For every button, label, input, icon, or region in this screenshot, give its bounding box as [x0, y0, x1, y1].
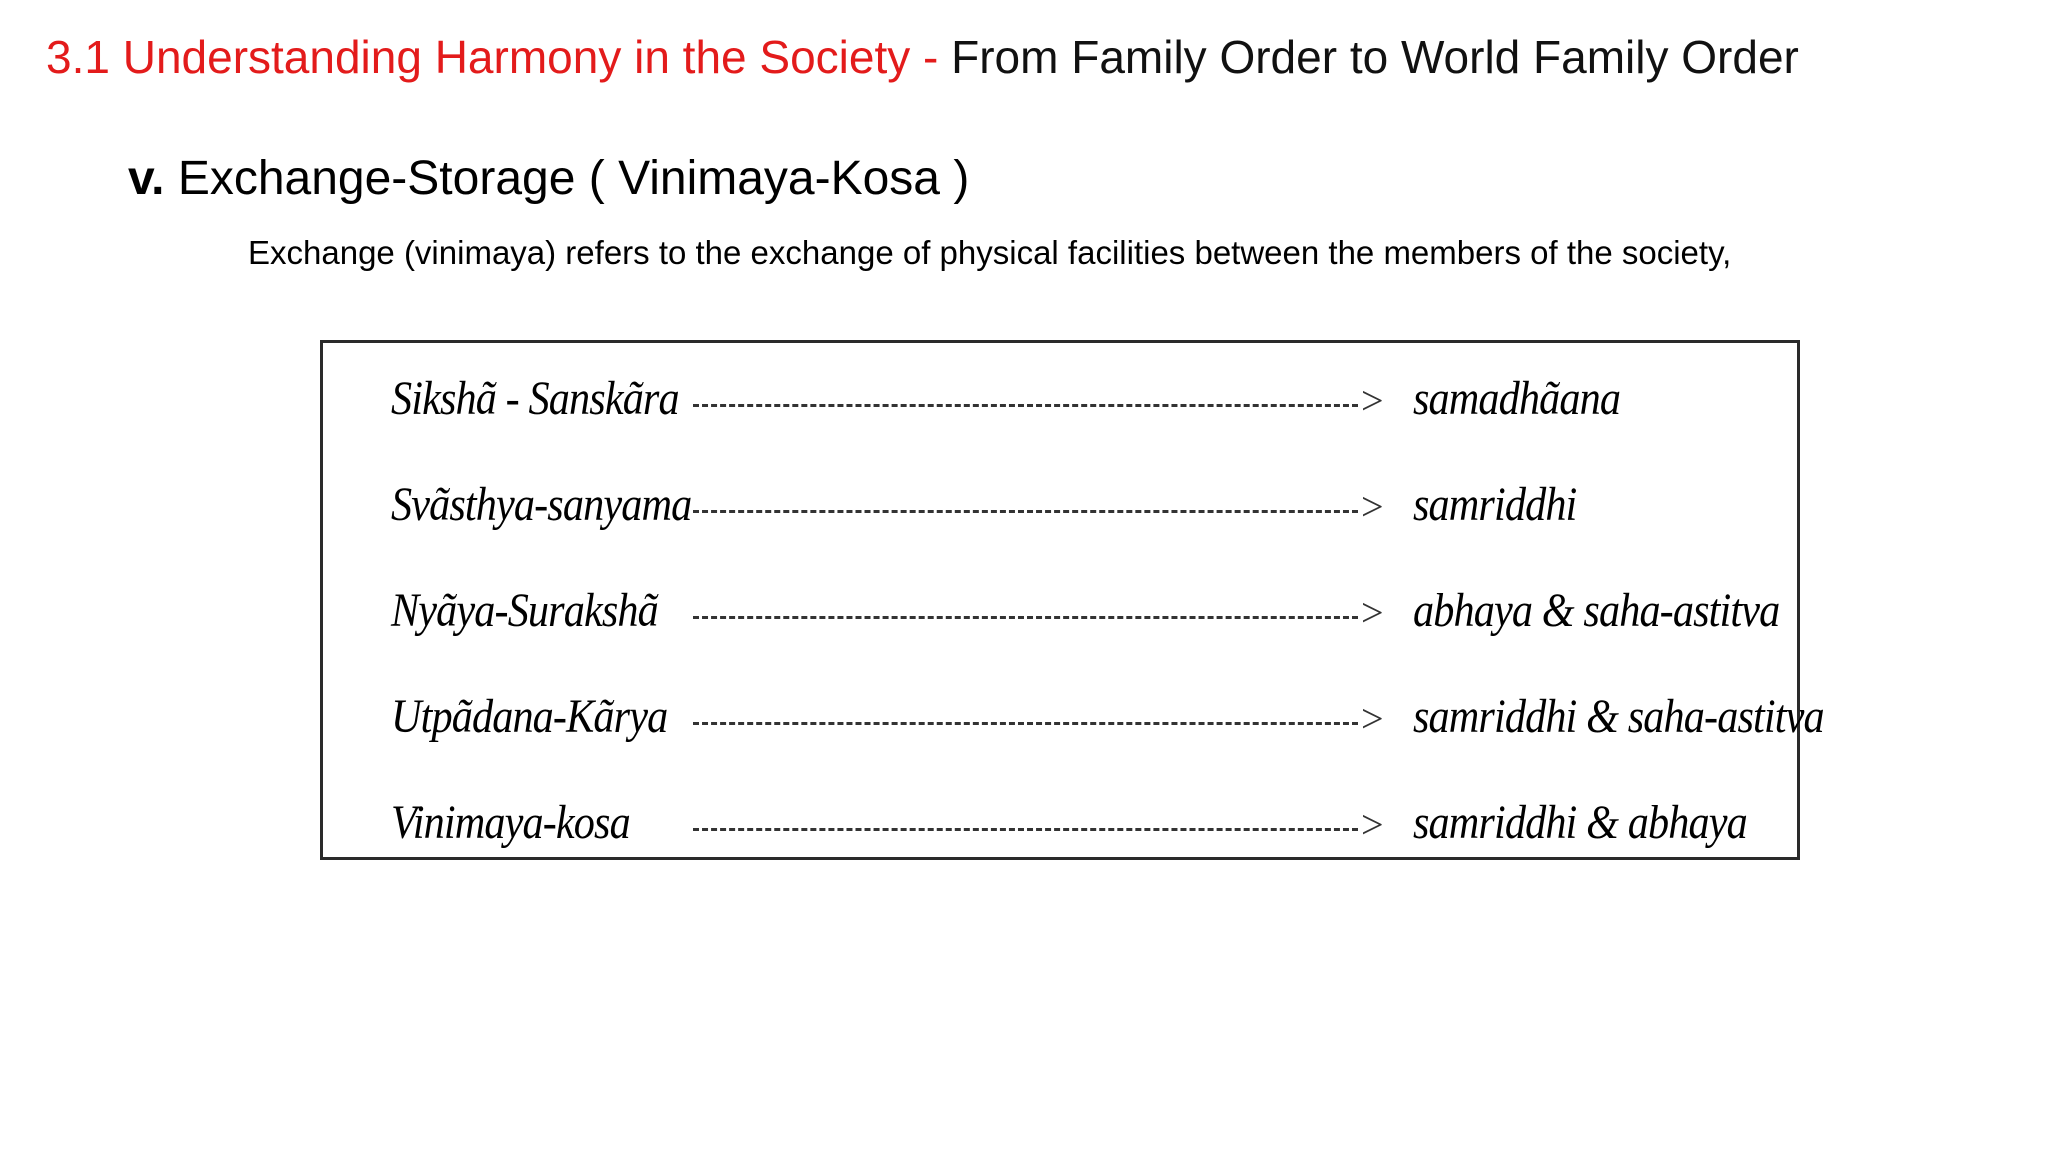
intro-text: Exchange (vinimaya) refers to the exchange of physical facilities between the members of the society,	[248, 234, 1732, 271]
arrow-head-icon: >	[1361, 696, 1384, 741]
mapping-row	[323, 363, 1797, 443]
mapping-right-term: abhaya & saha-astitva	[1413, 584, 1780, 637]
mapping-left-term: Sikshã - Sanskãra	[391, 372, 679, 425]
section-number: v.	[128, 152, 165, 205]
mapping-row	[323, 469, 1797, 549]
section-heading-text: Exchange-Storage ( Vinimaya-Kosa )	[177, 152, 970, 205]
mapping-row	[323, 787, 1797, 867]
arrow-head-icon: >	[1361, 590, 1384, 635]
arrow-head-icon: >	[1361, 378, 1384, 423]
title-red-part: 3.1 Understanding Harmony in the Society -	[46, 31, 952, 83]
mapping-right-term: samriddhi & saha-astitva	[1413, 690, 1824, 743]
mapping-table	[320, 340, 1824, 860]
mapping-row	[323, 575, 1797, 655]
mapping-row	[323, 681, 1824, 761]
arrow-line	[693, 828, 1358, 831]
mapping-left-term: Vinimaya-kosa	[391, 796, 630, 849]
section-heading	[128, 148, 969, 210]
mapping-left-term: Utpãdana-Kãrya	[391, 690, 668, 743]
mapping-right-term: samriddhi	[1413, 478, 1577, 531]
arrow-head-icon: >	[1361, 484, 1384, 529]
arrow-line	[693, 404, 1358, 407]
mapping-right-term: samadhãana	[1413, 372, 1621, 425]
arrow-line	[693, 510, 1358, 513]
slide-title	[46, 26, 1799, 88]
mapping-right-term: samriddhi & abhaya	[1413, 796, 1747, 849]
mapping-left-term: Svãsthya-sanyama	[391, 478, 692, 531]
arrow-head-icon: >	[1361, 802, 1384, 847]
mapping-left-term: Nyãya-Surakshã	[391, 584, 658, 637]
title-black-part: From Family Order to World Family Order	[951, 31, 1799, 83]
arrow-line	[693, 616, 1358, 619]
arrow-line	[693, 722, 1358, 725]
